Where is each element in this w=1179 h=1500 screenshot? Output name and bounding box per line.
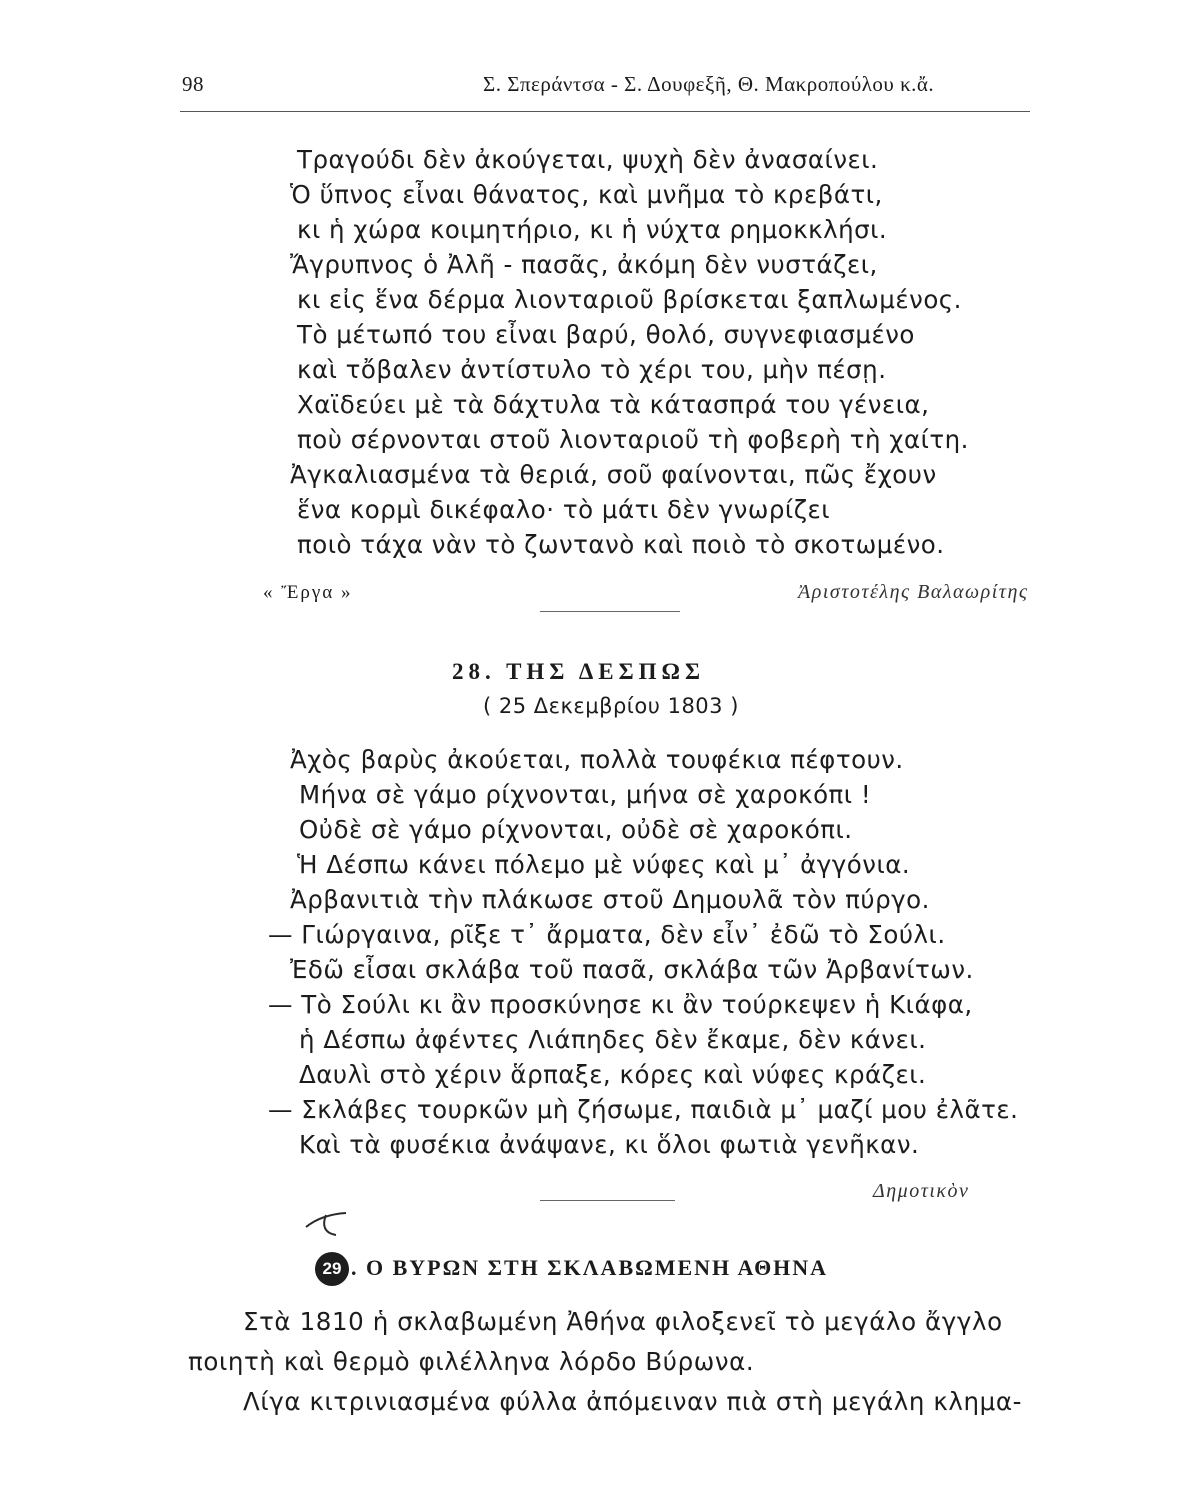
author-name: Ἀριστοτέλης Βαλαωρίτης [798,581,1029,603]
section-divider [540,611,680,612]
poem-line: Ἀρβανιτιὰ τὴν πλάκωσε στοῦ Δημουλᾶ τὸν πύργο. [290,885,930,914]
section-date: ( 25 Δεκεμβρίου 1803 ) [483,694,739,718]
poem-line: κι εἰς ἕνα δέρμα λιονταριοῦ βρίσκεται ξαπλωμένος. [297,285,962,314]
poem-line: Ἡ Δέσπω κάνει πόλεμο μὲ νύφες καὶ μ᾿ ἀγγόνια. [297,850,911,879]
section-divider [540,1200,675,1201]
poem-line: ποιὸ τάχα νὰν τὸ ζωντανὸ καὶ ποιὸ τὸ σκοτωμένο. [297,530,945,559]
poem-line: ἡ Δέσπω ἀφέντες Λιάπηδες δὲν ἔκαμε, δὲν κάνει. [299,1025,927,1054]
poem-line: Ἀγκαλιασμένα τὰ θεριά, σοῦ φαίνονται, πῶς ἔχουν [290,460,937,489]
paragraph-line: ποιητὴ καὶ θερμὸ φιλέλληνα λόρδο Βύρωνα. [188,1347,755,1376]
poem-line: Καὶ τὰ φυσέκια ἀνάψανε, κι ὅλοι φωτιὰ γενῆκαν. [299,1130,920,1159]
poem-line: ἕνα κορμὶ δικέφαλο· τὸ μάτι δὲν γνωρίζει [297,495,831,524]
author-name: Δημοτικὸν [873,1180,970,1202]
header-rule [180,111,1030,112]
page-number: 98 [182,72,204,96]
poem-line: Μήνα σὲ γάμο ρίχνονται, μήνα σὲ χαροκόπι ! [299,780,872,809]
running-title: Σ. Σπεράντσα - Σ. Δουφεξῆ, Θ. Μακροπούλου κ.ἄ. [483,72,935,96]
section-number-circle: 29 [315,1252,349,1286]
poem-line: Ἐδῶ εἶσαι σκλάβα τοῦ πασᾶ, σκλάβα τῶν Ἀρβανίτων. [290,955,974,984]
poem-line: Οὐδὲ σὲ γάμο ρίχνονται, οὐδὲ σὲ χαροκόπι. [299,815,853,844]
poem-line: Δαυλὶ στὸ χέριν ἅρπαξε, κόρες καὶ νύφες κράζει. [299,1060,927,1089]
poem-line: — Γιώργαινα, ρῖξε τ᾿ ἄρματα, δὲν εἶν᾿ ἐδῶ τὸ Σούλι. [268,920,946,949]
poem-line: Τὸ μέτωπό του εἶναι βαρύ, θολό, συγνεφιασμένο [297,320,915,349]
section-title: . Ο ΒΥΡΩΝ ΣΤΗ ΣΚΛΑΒΩΜΕΝΗ ΑΘΗΝΑ [351,1255,829,1280]
poem-line: — Σκλάβες τουρκῶν μὴ ζήσωμε, παιδιὰ μ᾿ μαζί μου ἐλᾶτε. [268,1095,1019,1124]
poem-line: — Τὸ Σούλι κι ἂν προσκύνησε κι ἂν τούρκεψεν ἡ Κιάφα, [268,990,973,1019]
paragraph-line: Λίγα κιτρινιασμένα φύλλα ἀπόμειναν πιὰ στὴ μεγάλη κλημα- [243,1387,1023,1416]
source-label: « Ἔργα » [263,582,353,603]
poem-line: Ἀχὸς βαρὺς ἀκούεται, πολλὰ τουφέκια πέφτουν. [290,745,904,774]
poem-line: ποὺ σέρνονται στοῦ λιονταριοῦ τὴ φοβερὴ τὴ χαίτη. [297,425,969,454]
poem-line: καὶ τὄβαλεν ἀντίστυλο τὸ χέρι του, μὴν πέσῃ. [297,355,887,384]
poem-line: Ὁ ὕπνος εἶναι θάνατος, καὶ μνῆμα τὸ κρεβάτι, [290,180,883,209]
poem-line: Χαϊδεύει μὲ τὰ δάχτυλα τὰ κάτασπρά του γένεια, [297,390,930,419]
handwritten-pen-mark [300,1205,360,1245]
section-title: 28. ΤΗΣ ΔΕΣΠΩΣ [452,659,705,684]
paragraph-line: Στὰ 1810 ἡ σκλαβωμένη Ἀθήνα φιλοξενεῖ τὸ μεγάλο ἄγγλο [243,1307,1003,1336]
poem-line: Τραγούδι δὲν ἀκούγεται, ψυχὴ δὲν ἀνασαίνει. [297,145,879,174]
poem-line: Ἄγρυπνος ὁ Ἀλῆ - πασᾶς, ἀκόμη δὲν νυστάζει, [290,250,878,279]
poem-line: κι ἡ χώρα κοιμητήριο, κι ἡ νύχτα ρημοκκλήσι. [297,215,888,244]
